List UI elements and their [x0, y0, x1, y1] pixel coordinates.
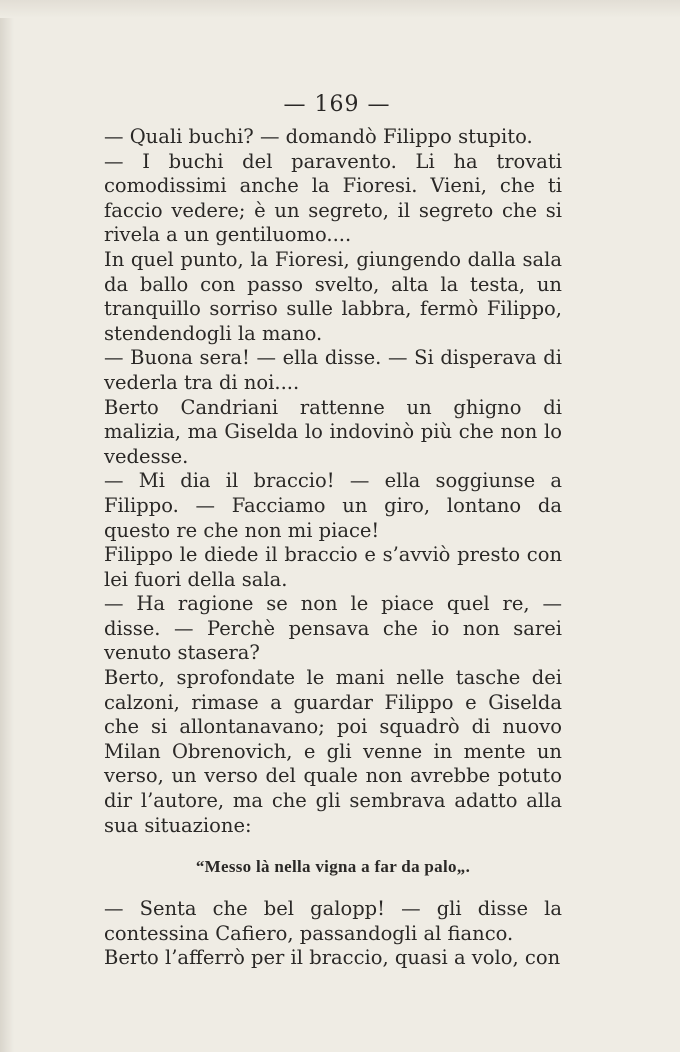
page-content — [104, 92, 562, 971]
paragraph-9: Berto, sprofondate le mani nelle tasche dei calzoni, rimase a guardar Filippo e Giselda che si allontanavano; poi squadrò di nuovo Milan Obrenovich, e gli venne in mente un verso, un verso del quale non avrebbe potuto dir l’autore, ma che gli sembrava adatto alla sua situazione: — [104, 666, 562, 837]
paragraph-7: Filippo le diede il braccio e s’avviò presto con lei fuori della sala. — [104, 543, 562, 591]
paragraph-4: — Buona sera! — ella disse. — Si disperava di vederla tra di noi.... — [104, 346, 562, 394]
paragraph-8: — Ha ragione se non le piace quel re, — disse. — Perchè pensava che io non sarei venuto stasera? — [104, 592, 562, 665]
paragraph-5: Berto Candriani rattenne un ghigno di malizia, ma Giselda lo indovinò più che non lo vedesse. — [104, 395, 562, 468]
verse-quotation: “Messo là nella vigna a far da palo„. — [195, 857, 471, 877]
page-top-shadow — [0, 0, 680, 18]
paragraph-6: — Mi dia il braccio! — ella soggiunse a Filippo. — Facciamo un giro, lontano da questo re che non mi piace! — [104, 469, 562, 542]
page-number: — 169 — — [283, 92, 391, 117]
paragraph-2: — I buchi del paravento. Li ha trovati comodissimi anche la Fioresi. Vieni, che ti faccio vedere; è un segreto, il segreto che si rivela a un gentiluomo.... — [104, 149, 562, 247]
paragraph-10: — Senta che bel galopp! — gli disse la contessina Cafiero, passandogli al fianco. — [104, 897, 562, 945]
paragraph-1: — Quali buchi? — domandò Filippo stupito. — [104, 125, 533, 148]
page-edge-shadow — [0, 0, 14, 1052]
paragraph-11: Berto l’afferrò per il braccio, quasi a volo, con — [104, 946, 561, 970]
paragraph-3: In quel punto, la Fioresi, giungendo dalla sala da ballo con passo svelto, alta la testa, un tranquillo sorriso sulle labbra, fermò Filippo, stendendogli la mano. — [104, 247, 562, 345]
